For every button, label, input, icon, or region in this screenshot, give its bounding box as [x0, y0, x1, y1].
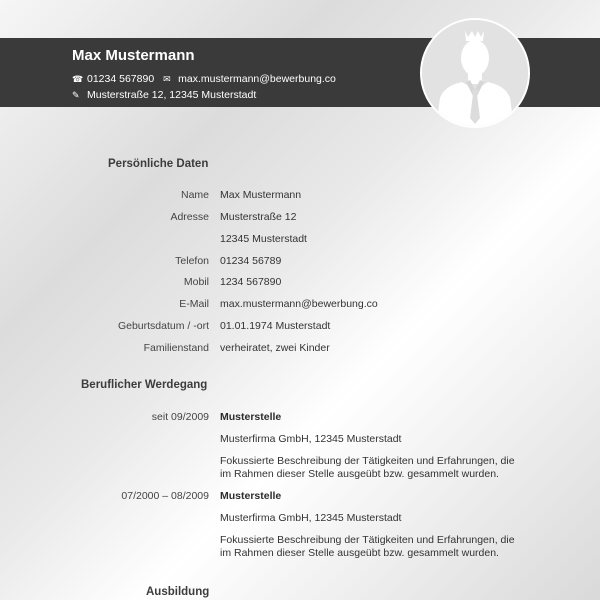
profile-photo-placeholder	[420, 18, 530, 128]
header-address: Musterstraße 12, 12345 Musterstadt	[87, 89, 257, 101]
header-name: Max Mustermann	[72, 47, 195, 64]
value-phone: 01234 56789	[220, 255, 282, 267]
envelope-icon: ✉	[163, 73, 171, 84]
career-position: Musterstelle	[220, 411, 282, 423]
avatar-icon	[422, 20, 528, 126]
value-address-line2: 12345 Musterstadt	[220, 233, 307, 245]
value-address-line1: Musterstraße 12	[220, 211, 297, 223]
career-period: seit 09/2009	[151, 411, 209, 423]
career-company: Musterfirma GmbH, 12345 Musterstadt	[220, 433, 402, 445]
label-phone: Telefon	[175, 255, 209, 267]
career-company: Musterfirma GmbH, 12345 Musterstadt	[220, 512, 402, 524]
label-mobile: Mobil	[183, 276, 209, 288]
label-email: E-Mail	[179, 298, 209, 310]
label-address: Adresse	[170, 211, 209, 223]
career-description: Fokussierte Beschreibung der Tätigkeiten und Erfahrungen, die im Rahmen dieser Stelle ausgeübt bzw. gesammelt wurden.	[220, 534, 515, 559]
value-family: verheiratet, zwei Kinder	[220, 342, 330, 354]
section-title-career: Beruflicher Werdegang	[81, 379, 208, 391]
header-phone: 01234 567890	[87, 73, 155, 85]
pen-icon: ✎	[72, 89, 80, 100]
header-email: max.mustermann@bewerbung.co	[178, 73, 336, 85]
value-mobile: 1234 567890	[220, 276, 282, 288]
section-title-personal: Persönliche Daten	[108, 158, 209, 170]
career-period: 07/2000 – 08/2009	[121, 490, 209, 502]
label-birth: Geburtsdatum / -ort	[117, 320, 209, 332]
phone-icon: ☎	[72, 73, 84, 84]
contact-row-phone-email	[72, 73, 336, 85]
value-birth: 01.01.1974 Musterstadt	[220, 320, 331, 332]
label-family: Familienstand	[143, 342, 209, 354]
label-name: Name	[180, 189, 209, 201]
career-description: Fokussierte Beschreibung der Tätigkeiten und Erfahrungen, die im Rahmen dieser Stelle ausgeübt bzw. gesammelt wurden.	[220, 455, 515, 480]
contact-row-address	[72, 89, 256, 101]
career-position: Musterstelle	[220, 490, 282, 502]
value-email: max.mustermann@bewerbung.co	[220, 298, 378, 310]
section-title-education: Ausbildung	[146, 586, 210, 598]
value-name: Max Mustermann	[220, 189, 302, 201]
